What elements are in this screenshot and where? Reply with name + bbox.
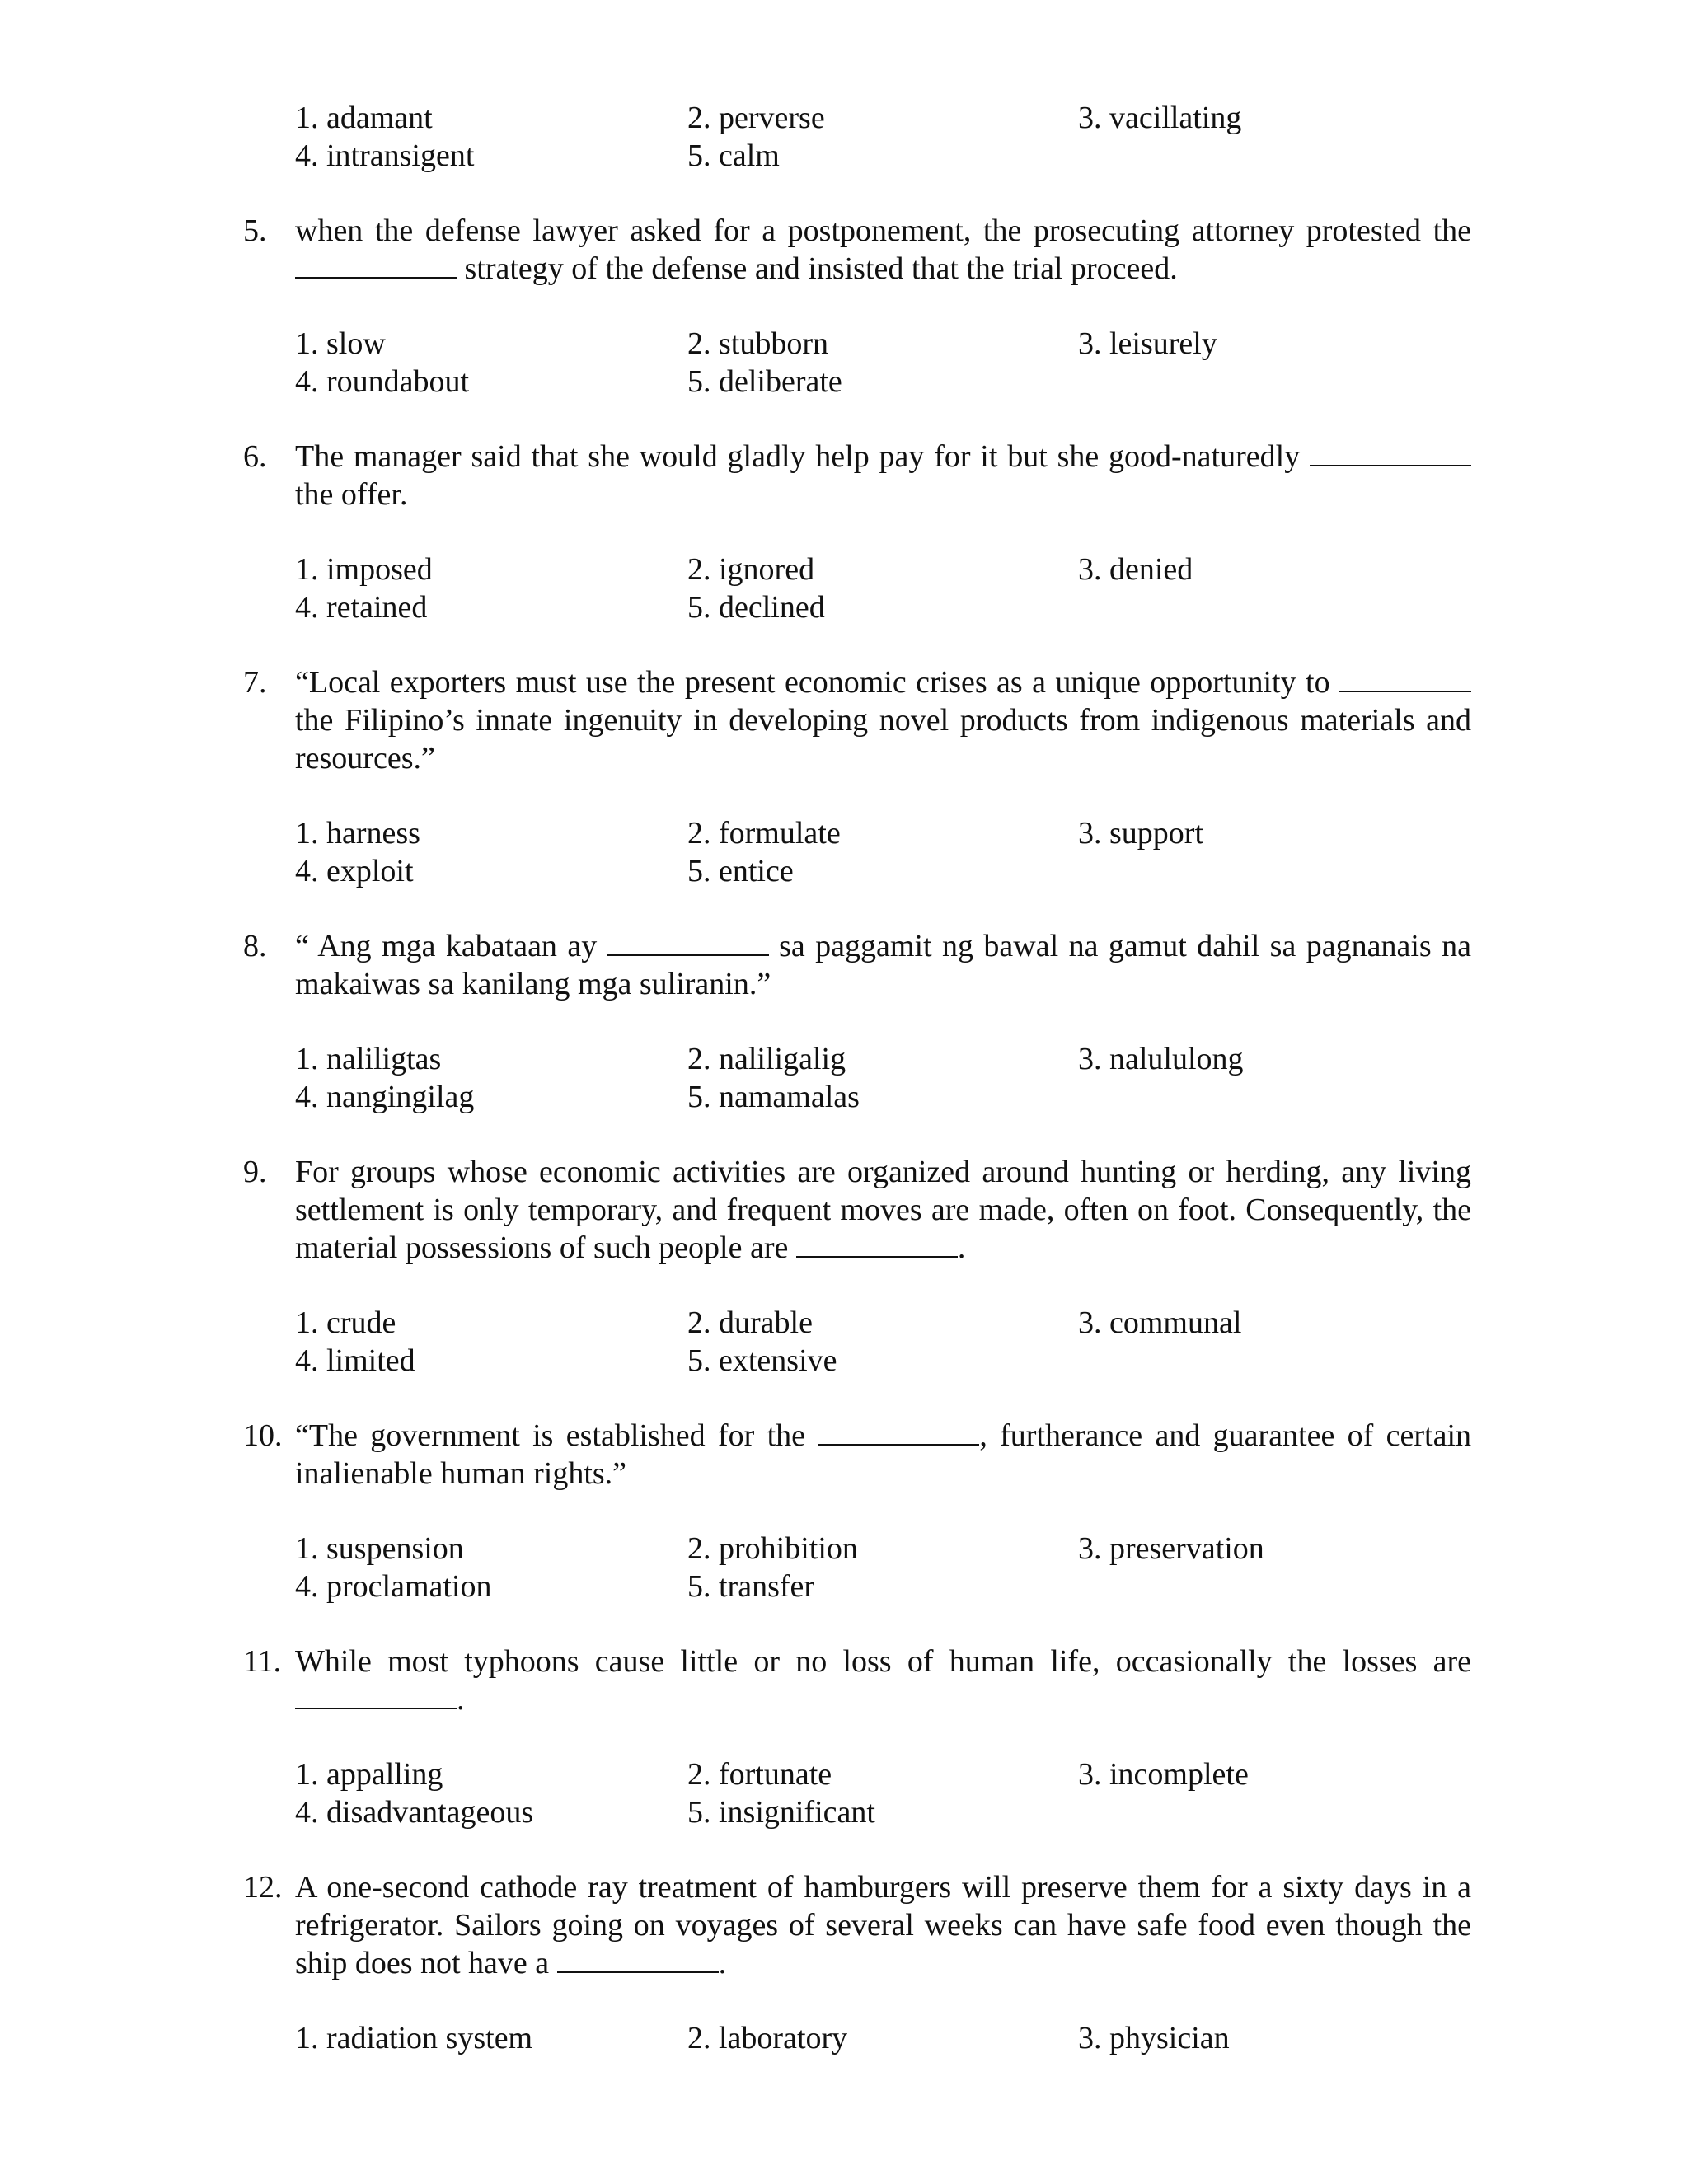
question-number: 7. xyxy=(243,665,267,700)
answer-options-q9 xyxy=(0,1304,1688,1380)
option: 4. retained xyxy=(295,590,428,625)
question-text: “The government is established for the , furtherance and guarantee of certain inalienable human rights.” xyxy=(295,1418,1471,1491)
question-text: A one-second cathode ray treatment of hamburgers will preserve them for a sixty days in a refrigerator. Sailors going on voyages of several weeks can have safe food even though the ship does not have a . xyxy=(295,1870,1471,1980)
answer-blank xyxy=(557,1945,719,1973)
option: 2. durable xyxy=(687,1305,813,1340)
answer-blank xyxy=(1310,438,1471,466)
option: 1. adamant xyxy=(295,101,433,135)
question-number: 12. xyxy=(243,1870,283,1905)
option: 4. disadvantageous xyxy=(295,1795,534,1830)
option: 1. naliligtas xyxy=(295,1042,442,1076)
option: 5. deliberate xyxy=(687,364,842,399)
answer-options-q8 xyxy=(0,1040,1688,1116)
option: 2. perverse xyxy=(687,101,825,135)
answer-options-q6 xyxy=(0,551,1688,626)
answer-blank xyxy=(607,928,769,956)
option: 1. suspension xyxy=(295,1531,464,1566)
option: 2. formulate xyxy=(687,816,841,851)
option: 3. support xyxy=(1078,816,1203,851)
option: 2. ignored xyxy=(687,552,815,587)
answer-blank xyxy=(796,1230,958,1258)
option: 3. communal xyxy=(1078,1305,1242,1340)
option: 3. vacillating xyxy=(1078,101,1242,135)
option: 2. prohibition xyxy=(687,1531,858,1566)
question-number: 6. xyxy=(243,439,267,474)
option: 4. proclamation xyxy=(295,1569,492,1604)
question-text: “ Ang mga kabataan ay sa paggamit ng bawal na gamut dahil sa pagnanais na makaiwas sa kanilang mga suliranin.” xyxy=(295,929,1471,1001)
option: 3. nalululong xyxy=(1078,1042,1244,1076)
answer-blank xyxy=(818,1418,979,1446)
question-text: For groups whose economic activities are organized around hunting or herding, any living settlement is only temporary, and frequent moves are made, often on foot. Consequently, the material possessions of such people are . xyxy=(295,1155,1471,1265)
answer-blank xyxy=(295,1681,457,1709)
answer-options-q7 xyxy=(0,814,1688,890)
option: 4. intransigent xyxy=(295,138,475,173)
option: 5. insignificant xyxy=(687,1795,875,1830)
question-text: The manager said that she would gladly help pay for it but she good-naturedly the offer. xyxy=(295,438,1471,513)
option: 1. slow xyxy=(295,326,386,361)
question-10 xyxy=(243,1417,1471,1493)
question-text: when the defense lawyer asked for a postponement, the prosecuting attorney protested the strategy of the defense and insisted that the trial proceed. xyxy=(295,213,1471,286)
question-6 xyxy=(243,438,1471,513)
option: 5. calm xyxy=(687,138,780,173)
question-text: While most typhoons cause little or no loss of human life, occasionally the losses are . xyxy=(295,1644,1471,1717)
question-9 xyxy=(243,1153,1471,1267)
answer-options-q11 xyxy=(0,1755,1688,1831)
question-8 xyxy=(243,927,1471,1003)
option: 2. naliligalig xyxy=(687,1042,846,1076)
option: 3. preservation xyxy=(1078,1531,1264,1566)
option: 2. fortunate xyxy=(687,1757,832,1792)
option: 1. harness xyxy=(295,816,420,851)
option: 5. namamalas xyxy=(687,1080,860,1114)
question-number: 9. xyxy=(243,1155,267,1189)
option: 1. appalling xyxy=(295,1757,443,1792)
question-5 xyxy=(243,212,1471,288)
option: 4. nangingilag xyxy=(295,1080,475,1114)
answer-options-q12 xyxy=(0,2019,1688,2095)
question-number: 11. xyxy=(243,1644,282,1679)
option: 5. transfer xyxy=(687,1569,815,1604)
option: 4. exploit xyxy=(295,854,414,888)
answer-options-q5 xyxy=(0,325,1688,401)
answer-blank xyxy=(295,251,457,279)
option: 2. stubborn xyxy=(687,326,828,361)
option: 3. physician xyxy=(1078,2021,1230,2055)
question-number: 5. xyxy=(243,213,267,248)
question-7 xyxy=(243,663,1471,777)
option: 4. limited xyxy=(295,1343,415,1378)
question-number: 10. xyxy=(243,1418,283,1453)
answer-blank xyxy=(1339,664,1471,692)
option: 1. crude xyxy=(295,1305,396,1340)
option: 5. declined xyxy=(687,590,825,625)
option: 1. radiation system xyxy=(295,2021,533,2055)
option: 2. laboratory xyxy=(687,2021,848,2055)
question-text: “Local exporters must use the present economic crises as a unique opportunity to the Filipino’s innate ingenuity in developing novel products from indigenous materials and resources.” xyxy=(295,665,1471,776)
answer-options-q10 xyxy=(0,1530,1688,1605)
option: 3. incomplete xyxy=(1078,1757,1249,1792)
question-11 xyxy=(243,1643,1471,1718)
question-12 xyxy=(243,1868,1471,1982)
option: 3. denied xyxy=(1078,552,1193,587)
option: 4. roundabout xyxy=(295,364,470,399)
option: 3. leisurely xyxy=(1078,326,1217,361)
option: 5. entice xyxy=(687,854,794,888)
option: 5. extensive xyxy=(687,1343,837,1378)
answer-options-q4 xyxy=(0,99,1688,175)
option: 1. imposed xyxy=(295,552,433,587)
question-number: 8. xyxy=(243,929,267,963)
